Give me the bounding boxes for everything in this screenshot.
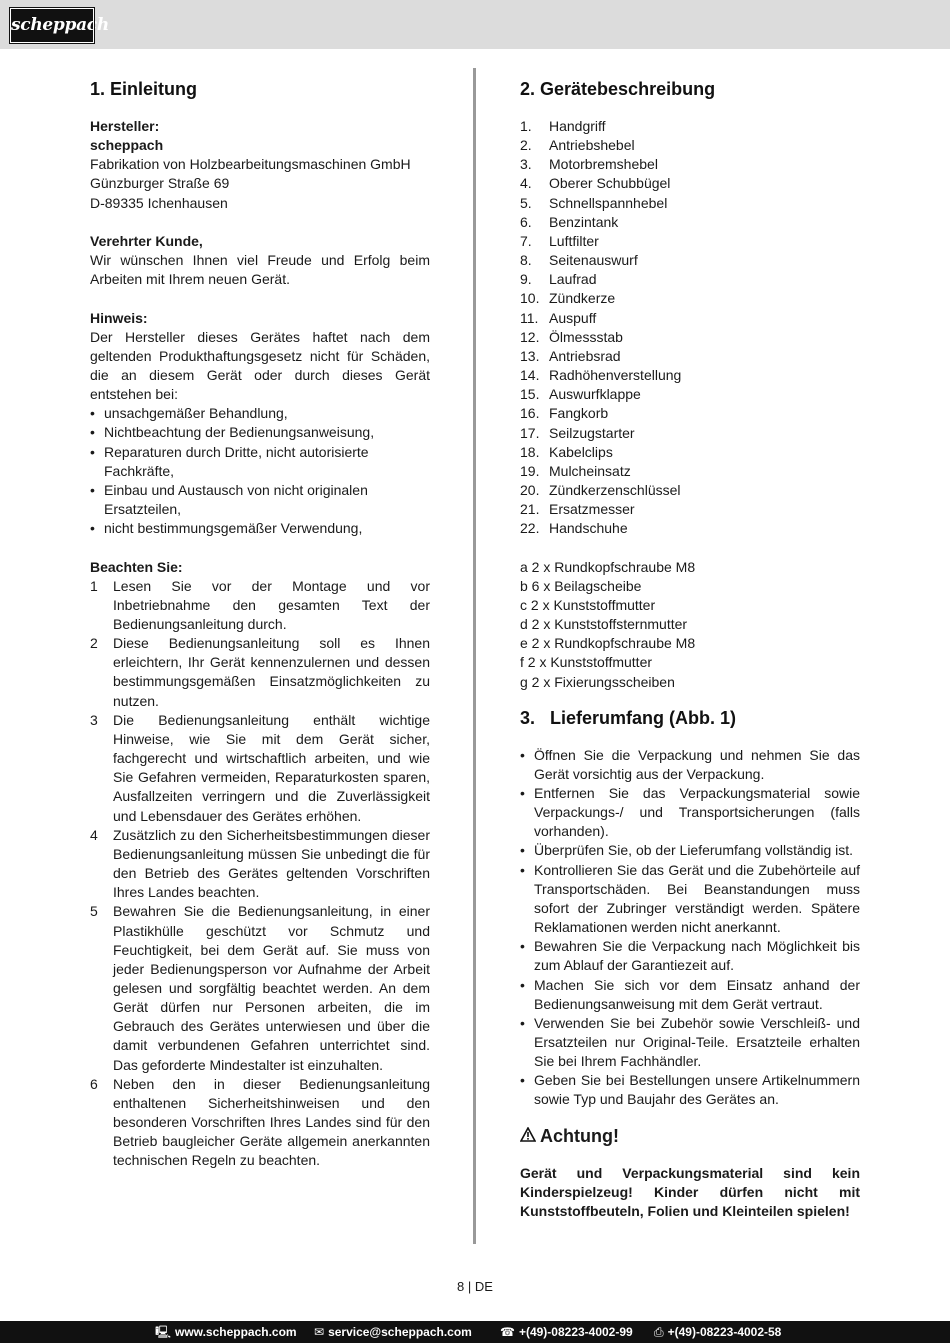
mail-icon: ✉ xyxy=(314,1325,325,1339)
item-text: Seilzugstarter xyxy=(549,424,635,441)
list-item: d 2 x Kunststoffsternmutter xyxy=(520,616,688,633)
item-text: Lesen Sie vor der Montage und vor Inbetriebnahme den gesamten Text der Bedienungsanleitung durch. xyxy=(113,577,430,633)
column-divider xyxy=(473,68,476,1244)
item-number: 8. xyxy=(520,252,532,269)
website-text: www.scheppach.com xyxy=(175,1325,297,1339)
item-text: Radhöhenverstellung xyxy=(549,367,682,384)
item-number: 15. xyxy=(520,386,540,403)
manufacturer-line: Günzburger Straße 69 xyxy=(90,175,230,192)
list-item: b 6 x Beilagscheibe xyxy=(520,577,642,594)
list-item xyxy=(520,347,860,366)
item-number: 2. xyxy=(520,137,532,154)
list-item: • Öffnen Sie die Verpackung und nehmen Sie das Gerät vorsichtig aus der Verpackung. xyxy=(520,746,860,784)
item-text: Zusätzlich zu den Sicherheitsbestimmungen dieser Bedienungsanleitung müssen Sie unbedingt die für den Betrieb des Gerätes geltenden Vorschriften Ihres Landes beachten. xyxy=(113,826,430,901)
fax-icon: ⎙ xyxy=(654,1325,664,1339)
item-text: Seitenauswurf xyxy=(549,252,638,269)
phone-text: +(49)-08223-4002-99 xyxy=(518,1325,633,1339)
left-column xyxy=(90,78,430,1171)
note-bullet-list xyxy=(90,404,430,538)
item-number: 3. xyxy=(520,156,532,173)
item-text: Ölmessstab xyxy=(549,328,623,345)
item-text: Neben den in dieser Bedienungsanleitung enthaltenen Sicherheitshinweisen und den besonderen Vorschriften Ihres Landes sind für den Betrieb baugleicher Geräte allgemein anerkannten technischen Regeln zu beachten. xyxy=(113,1075,430,1169)
warning-text: Gerät und Verpackungsmaterial sind kein Kinderspielzeug! Kinder dürfen nicht mit Kunststoffbeuteln, Folien und Kleinteilen spielen! xyxy=(520,1164,860,1219)
item-text: Oberer Schubbügel xyxy=(549,175,671,192)
item-number: 3 xyxy=(90,711,98,728)
list-item: • Geben Sie bei Bestellungen unsere Artikelnummern sowie Typ und Baujahr des Gerätes an. xyxy=(520,1071,860,1109)
item-number: 13. xyxy=(520,347,540,364)
item-number: 22. xyxy=(520,520,540,537)
list-item: • unsachgemäßer Behandlung, xyxy=(90,404,430,423)
list-item: g 2 x Fixierungsscheiben xyxy=(520,673,675,690)
item-number: 17. xyxy=(520,424,540,441)
warning-heading xyxy=(520,1125,860,1147)
item-number: 9. xyxy=(520,271,532,288)
list-item xyxy=(90,1075,430,1171)
list-item: • Verwenden Sie bei Zubehör sowie Verschleiß- und Ersatzteilen nur Original-Teile. Ersatzteile erhalten Sie bei Ihrem Fachhändler. xyxy=(520,1014,860,1071)
manufacturer-name: scheppach xyxy=(90,137,164,154)
item-number: 5 xyxy=(90,903,98,920)
list-item xyxy=(520,174,860,193)
item-number: 6 xyxy=(90,1075,98,1092)
list-item xyxy=(90,902,430,1074)
attention-label: Beachten Sie: xyxy=(90,558,183,575)
item-text: Antriebshebel xyxy=(549,137,635,154)
right-column xyxy=(520,78,860,1221)
list-item: f 2 x Kunststoffmutter xyxy=(520,654,653,671)
list-item xyxy=(520,366,860,385)
item-text: Zündkerze xyxy=(549,290,616,307)
item-number: 21. xyxy=(520,501,540,518)
list-item xyxy=(520,289,860,308)
section-title-scope-of-delivery: 3. Lieferumfang (Abb. 1) xyxy=(520,707,737,728)
list-item xyxy=(520,213,860,232)
footer-fax xyxy=(654,1321,781,1343)
item-text: Bewahren Sie die Bedienungsanleitung, in einer Plastikhülle geschützt vor Schmutz und Feuchtigkeit, bei dem Gerät auf. Sie muss von jeder Bedienungsperson vor Aufnahme der Arbeit gelesen und sorgfältig beachtet werden. An dem Gerät dürfen nur Personen arbeiten, die im Gebrauch des Gerätes unterwiesen und über die damit verbundenen Gefahren unterrichtet sind. Das geforderte Mindestalter ist einzuhalten. xyxy=(113,903,430,1073)
list-item xyxy=(520,117,860,136)
list-item xyxy=(520,462,860,481)
list-item xyxy=(90,577,430,634)
item-text: Handgriff xyxy=(549,118,606,134)
item-text: Luftfilter xyxy=(549,232,599,249)
warning-triangle-icon xyxy=(520,1125,536,1147)
list-item: • Machen Sie sich vor dem Einsatz anhand der Bedienungsanweisung mit dem Gerät vertraut. xyxy=(520,976,860,1014)
item-number: 4. xyxy=(520,175,532,192)
list-item: • nicht bestimmungsgemäßer Verwendung, xyxy=(90,519,430,538)
item-text: Kabelclips xyxy=(549,443,613,460)
item-text: Schnellspannhebel xyxy=(549,194,668,211)
list-item xyxy=(520,500,860,519)
greeting-text: Wir wünschen Ihnen viel Freude und Erfolg beim Arbeiten mit Ihrem neuen Gerät. xyxy=(90,252,430,288)
item-number: 1. xyxy=(520,118,532,134)
item-number: 16. xyxy=(520,405,540,422)
list-item: c 2 x Kunststoffmutter xyxy=(520,596,656,613)
header-bar xyxy=(0,0,950,49)
computer-icon: 🖳 xyxy=(155,1325,172,1339)
list-item xyxy=(520,232,860,251)
list-item: a 2 x Rundkopfschraube M8 xyxy=(520,558,696,575)
list-item: e 2 x Rundkopfschraube M8 xyxy=(520,635,696,652)
item-text: Auspuff xyxy=(549,309,597,326)
note-text: Der Hersteller dieses Gerätes haftet nach dem geltenden Produkthaftungsgesetz nicht für Schäden, die an diesem Gerät oder durch dieses Gerät entstehen bei: xyxy=(90,328,430,403)
list-item xyxy=(90,826,430,903)
footer-phone[interactable] xyxy=(500,1321,633,1343)
attention-list xyxy=(90,577,430,1171)
list-item xyxy=(520,309,860,328)
item-number: 19. xyxy=(520,462,540,479)
list-item xyxy=(520,136,860,155)
footer-bar xyxy=(0,1321,950,1343)
manufacturer-label: Hersteller: xyxy=(90,118,160,134)
fax-text: +(49)-08223-4002-58 xyxy=(667,1325,782,1339)
list-item: • Überprüfen Sie, ob der Lieferumfang vollständig ist. xyxy=(520,841,860,860)
item-number: 1 xyxy=(90,577,98,594)
phone-icon: ☎ xyxy=(500,1325,515,1339)
scope-bullet-list xyxy=(520,746,860,1110)
list-item xyxy=(520,519,860,538)
greeting-label: Verehrter Kunde, xyxy=(90,232,203,249)
footer-website[interactable] xyxy=(155,1321,297,1343)
list-item: • Nichtbeachtung der Bedienungsanweisung, xyxy=(90,423,430,442)
item-number: 7. xyxy=(520,232,532,249)
list-item: • Reparaturen durch Dritte, nicht autorisierte Fachkräfte, xyxy=(90,443,430,481)
item-text: Handschuhe xyxy=(549,520,628,537)
list-item xyxy=(520,404,860,423)
manufacturer-line: D-89335 Ichenhausen xyxy=(90,194,228,211)
item-text: Fangkorb xyxy=(549,405,609,422)
section-title-introduction: 1. Einleitung xyxy=(90,79,198,99)
item-text: Motorbremshebel xyxy=(549,156,658,173)
list-item: • Einbau und Austausch von nicht originalen Ersatzteilen, xyxy=(90,481,430,519)
item-text: Ersatzmesser xyxy=(549,501,635,518)
list-item xyxy=(520,194,860,213)
list-item: • Kontrollieren Sie das Gerät und die Zubehörteile auf Transportschäden. Bei Beanstandungen muss sofort der Zubringer verständigt werden. Spätere Reklamationen werden nicht anerkannt. xyxy=(520,861,860,938)
item-text: Benzintank xyxy=(549,213,619,230)
list-item xyxy=(520,424,860,443)
item-text: Zündkerzenschlüssel xyxy=(549,481,681,498)
item-number: 12. xyxy=(520,328,540,345)
item-number: 18. xyxy=(520,443,540,460)
list-item xyxy=(520,481,860,500)
scheppach-logo: scheppach xyxy=(10,8,94,43)
list-item xyxy=(520,385,860,404)
list-item xyxy=(90,711,430,826)
list-item xyxy=(520,251,860,270)
list-item xyxy=(520,270,860,289)
list-item xyxy=(90,634,430,711)
item-number: 4 xyxy=(90,826,98,843)
item-number: 10. xyxy=(520,290,540,307)
list-item: • Bewahren Sie die Verpackung nach Möglichkeit bis zum Ablauf der Garantiezeit auf. xyxy=(520,937,860,975)
section-title-device-description: 2. Gerätebeschreibung xyxy=(520,79,716,99)
list-item xyxy=(520,328,860,347)
list-item xyxy=(520,155,860,174)
manufacturer-line: Fabrikation von Holzbearbeitungsmaschinen GmbH xyxy=(90,156,411,173)
item-number: 5. xyxy=(520,194,532,211)
list-item xyxy=(520,443,860,462)
email-text: service@scheppach.com xyxy=(328,1325,472,1339)
list-item: • Entfernen Sie das Verpackungsmaterial sowie Verpackungs-/ und Transportsicherungen (falls vorhanden). xyxy=(520,784,860,841)
item-text: Laufrad xyxy=(549,271,597,288)
hardware-list xyxy=(520,558,860,692)
item-text: Mulcheinsatz xyxy=(549,462,631,479)
item-text: Auswurfklappe xyxy=(549,386,641,403)
parts-list xyxy=(520,117,860,538)
item-number: 2 xyxy=(90,635,98,652)
item-text: Die Bedienungsanleitung enthält wichtige Hinweise, wie Sie mit dem Gerät sicher, fachgerecht und wirtschaftlich arbeiten, und wie Sie Gefahren vermeiden, Reparaturkosten sparen, Ausfallzeiten verringern und die Zuverlässigkeit und Lebensdauer des Gerätes erhöhen. xyxy=(113,711,430,824)
note-label: Hinweis: xyxy=(90,309,148,326)
item-text: Antriebsrad xyxy=(549,347,621,364)
item-number: 20. xyxy=(520,481,540,498)
page-number: 8 | DE xyxy=(457,1279,493,1294)
footer-email[interactable] xyxy=(314,1321,472,1343)
item-number: 14. xyxy=(520,367,540,384)
item-number: 11. xyxy=(520,309,539,326)
item-text: Diese Bedienungsanleitung soll es Ihnen erleichtern, Ihr Gerät kennenzulernen und dessen bestimmungsgemäßen Einsatzmöglichkeiten zu nutzen. xyxy=(113,635,430,709)
item-number: 6. xyxy=(520,213,532,230)
warning-title: Achtung! xyxy=(540,1125,619,1146)
